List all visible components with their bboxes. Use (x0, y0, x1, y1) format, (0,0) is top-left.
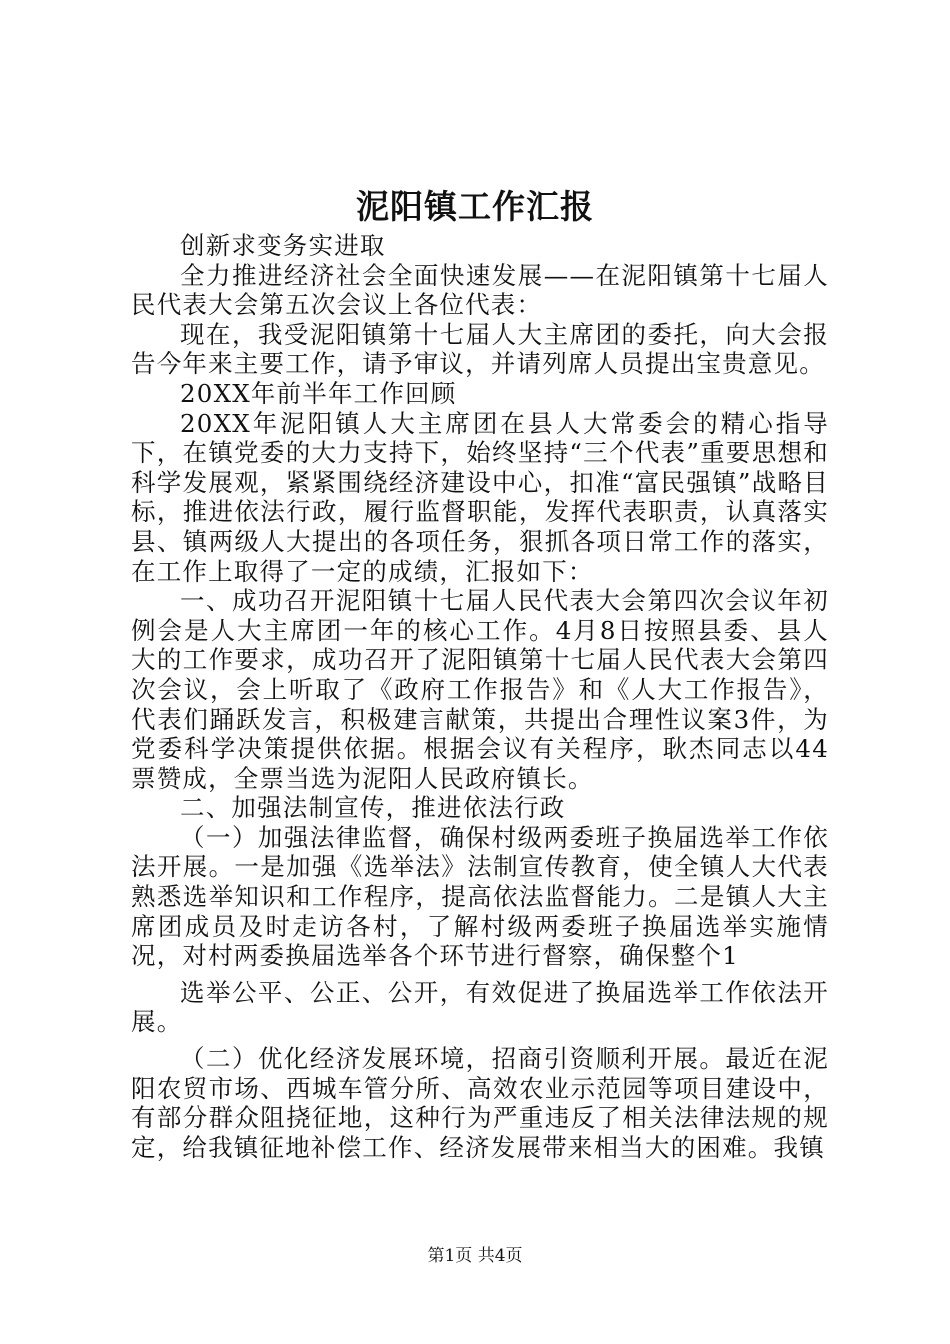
paragraph-intro: 现在，我受泥阳镇第十七届人大主席团的委托，向大会报告今年来主要工作，请予审议，并请列席人员提出宝贵意见。 (131, 319, 829, 379)
paragraph-section-review: 20XX年前半年工作回顾 (180, 378, 457, 408)
page-footer: 第1页 共4页 (427, 1246, 523, 1266)
paragraph-summary: 20XX年泥阳镇人大主席团在县人大常委会的精心指导下，在镇党委的大力支持下，始终坚持“三个代表”重要思想和科学发展观，紧紧围绕经济建设中心，扣准“富民强镇”战略目标，推进依法行政，履行监督职能，发挥代表职责，认真落实县、镇两级人大提出的各项任务，狠抓各项日常工作的落实，在工作上取得了一定的成绩，汇报如下： (131, 408, 829, 586)
paragraph-item-2-1-cont: 选举公平、公正、公开，有效促进了换届选举工作依法开展。 (131, 977, 829, 1037)
paragraph-item-2-2: （二）优化经济发展环境，招商引资顺利开展。最近在泥阳农贸市场、西城车管分所、高效农业示范园等项目建设中，有部分群众阻挠征地，这种行为严重违反了相关法律法规的规定，给我镇征地补偿工作、经济发展带来相当大的困难。我镇 (131, 1044, 829, 1162)
document-title: 泥阳镇工作汇报 (356, 187, 594, 226)
paragraph-item-2-1: （一）加强法律监督，确保村级两委班子换届选举工作依法开展。一是加强《选举法》法制宣传教育，使全镇人大代表熟悉选举知识和工作程序，提高依法监督能力。二是镇人大主席团成员及时走访各村，了解村级两委班子换届选举实施情况，对村两委换届选举各个环节进行督察，确保整个1 (131, 822, 829, 971)
paragraph-heading-address: 全力推进经济社会全面快速发展——在泥阳镇第十七届人民代表大会第五次会议上各位代表： (131, 260, 829, 320)
paragraph-item-1: 一、成功召开泥阳镇十七届人民代表大会第四次会议年初例会是人大主席团一年的核心工作。4月8日按照县委、县人大的工作要求，成功召开了泥阳镇第十七届人民代表大会第四次会议，会上听取了《政府工作报告》和《人大工作报告》，代表们踊跃发言，积极建言献策，共提出合理性议案3件，为党委科学决策提供依据。根据会议有关程序，耿杰同志以44票赞成，全票当选为泥阳人民政府镇长。 (131, 586, 829, 793)
paragraph-subtitle: 创新求变务实进取 (180, 231, 386, 260)
paragraph-item-2-heading: 二、加强法制宣传，推进依法行政 (180, 793, 566, 823)
document-body (131, 231, 829, 1162)
